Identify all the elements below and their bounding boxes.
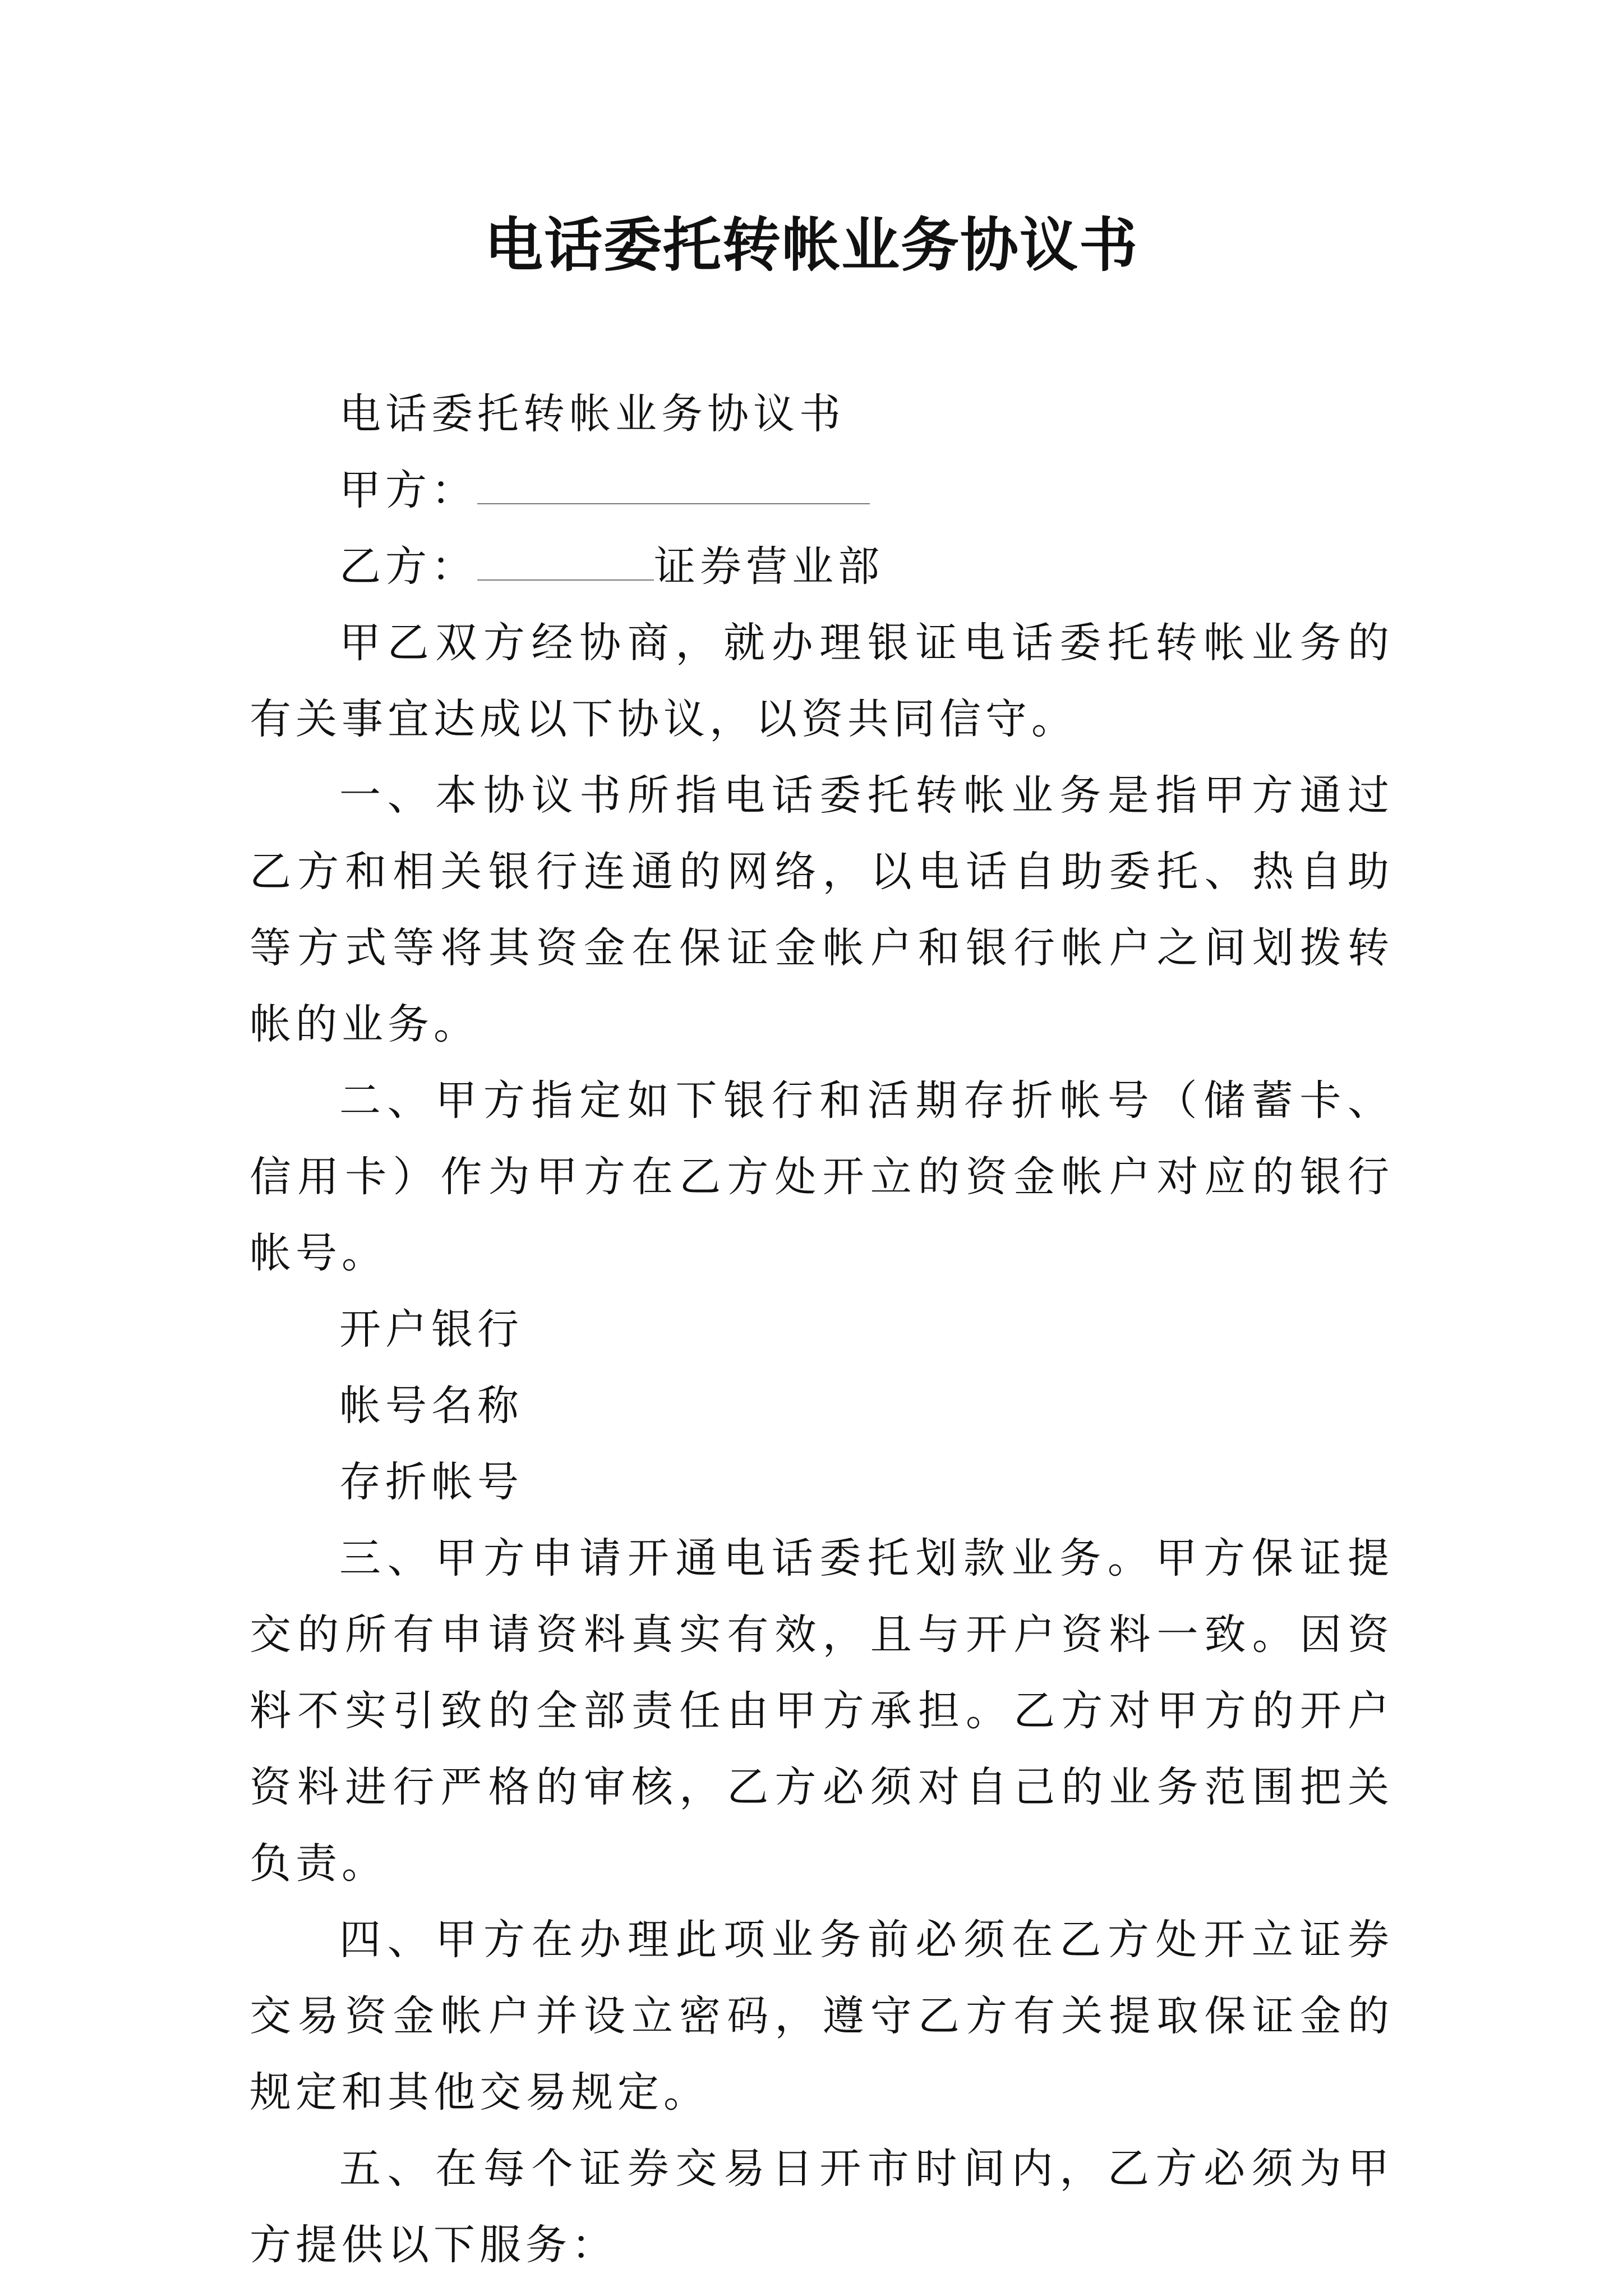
party-b-line: [250, 528, 1394, 605]
paragraph-clause-1: 一、本协议书所指电话委托转帐业务是指甲方通过乙方和相关银行连通的网络，以电话自助委托、热自助等方式等将其资金在保证金帐户和银行帐户之间划拨转帐的业务。: [250, 771, 1394, 1048]
document-subtitle: 电话委托转帐业务协议书: [339, 390, 845, 438]
paragraph-clause-3: 三、甲方申请开通电话委托划款业务。甲方保证提交的所有申请资料真实有效，且与开户资料一致。因资料不实引致的全部责任由甲方承担。乙方对甲方的开户资料进行严格的审核，乙方必须对自己的业务范围把关负责。: [250, 1534, 1394, 1888]
field-account-name: 帐号名称: [339, 1382, 523, 1430]
paragraph-clause-4: 四、甲方在办理此项业务前必须在乙方处开立证券交易资金帐户并设立密码，遵守乙方有关提取保证金的规定和其他交易规定。: [250, 1916, 1394, 2116]
party-b-blank: [477, 546, 654, 581]
field-bank: 开户银行: [339, 1305, 523, 1354]
field-passbook-number: 存折帐号: [339, 1458, 523, 1506]
party-b-label: 乙方：: [339, 542, 477, 591]
party-a-line: [250, 452, 1394, 528]
party-b-suffix: 证券营业部: [654, 542, 884, 591]
paragraph-intro: 甲乙双方经协商，就办理银证电话委托转帐业务的有关事宜达成以下协议，以资共同信守。: [250, 619, 1394, 743]
paragraph-clause-5: 五、在每个证券交易日开市时间内，乙方必须为甲方提供以下服务：: [250, 2145, 1394, 2269]
party-a-blank: [477, 470, 870, 504]
paragraph-clause-2: 二、甲方指定如下银行和活期存折帐号（储蓄卡、信用卡）作为甲方在乙方处开立的资金帐户对应的银行帐号。: [250, 1076, 1394, 1277]
document-title: 电话委托转帐业务协议书: [484, 210, 1138, 279]
party-a-label: 甲方：: [339, 466, 477, 514]
document-body: [250, 376, 1394, 2283]
